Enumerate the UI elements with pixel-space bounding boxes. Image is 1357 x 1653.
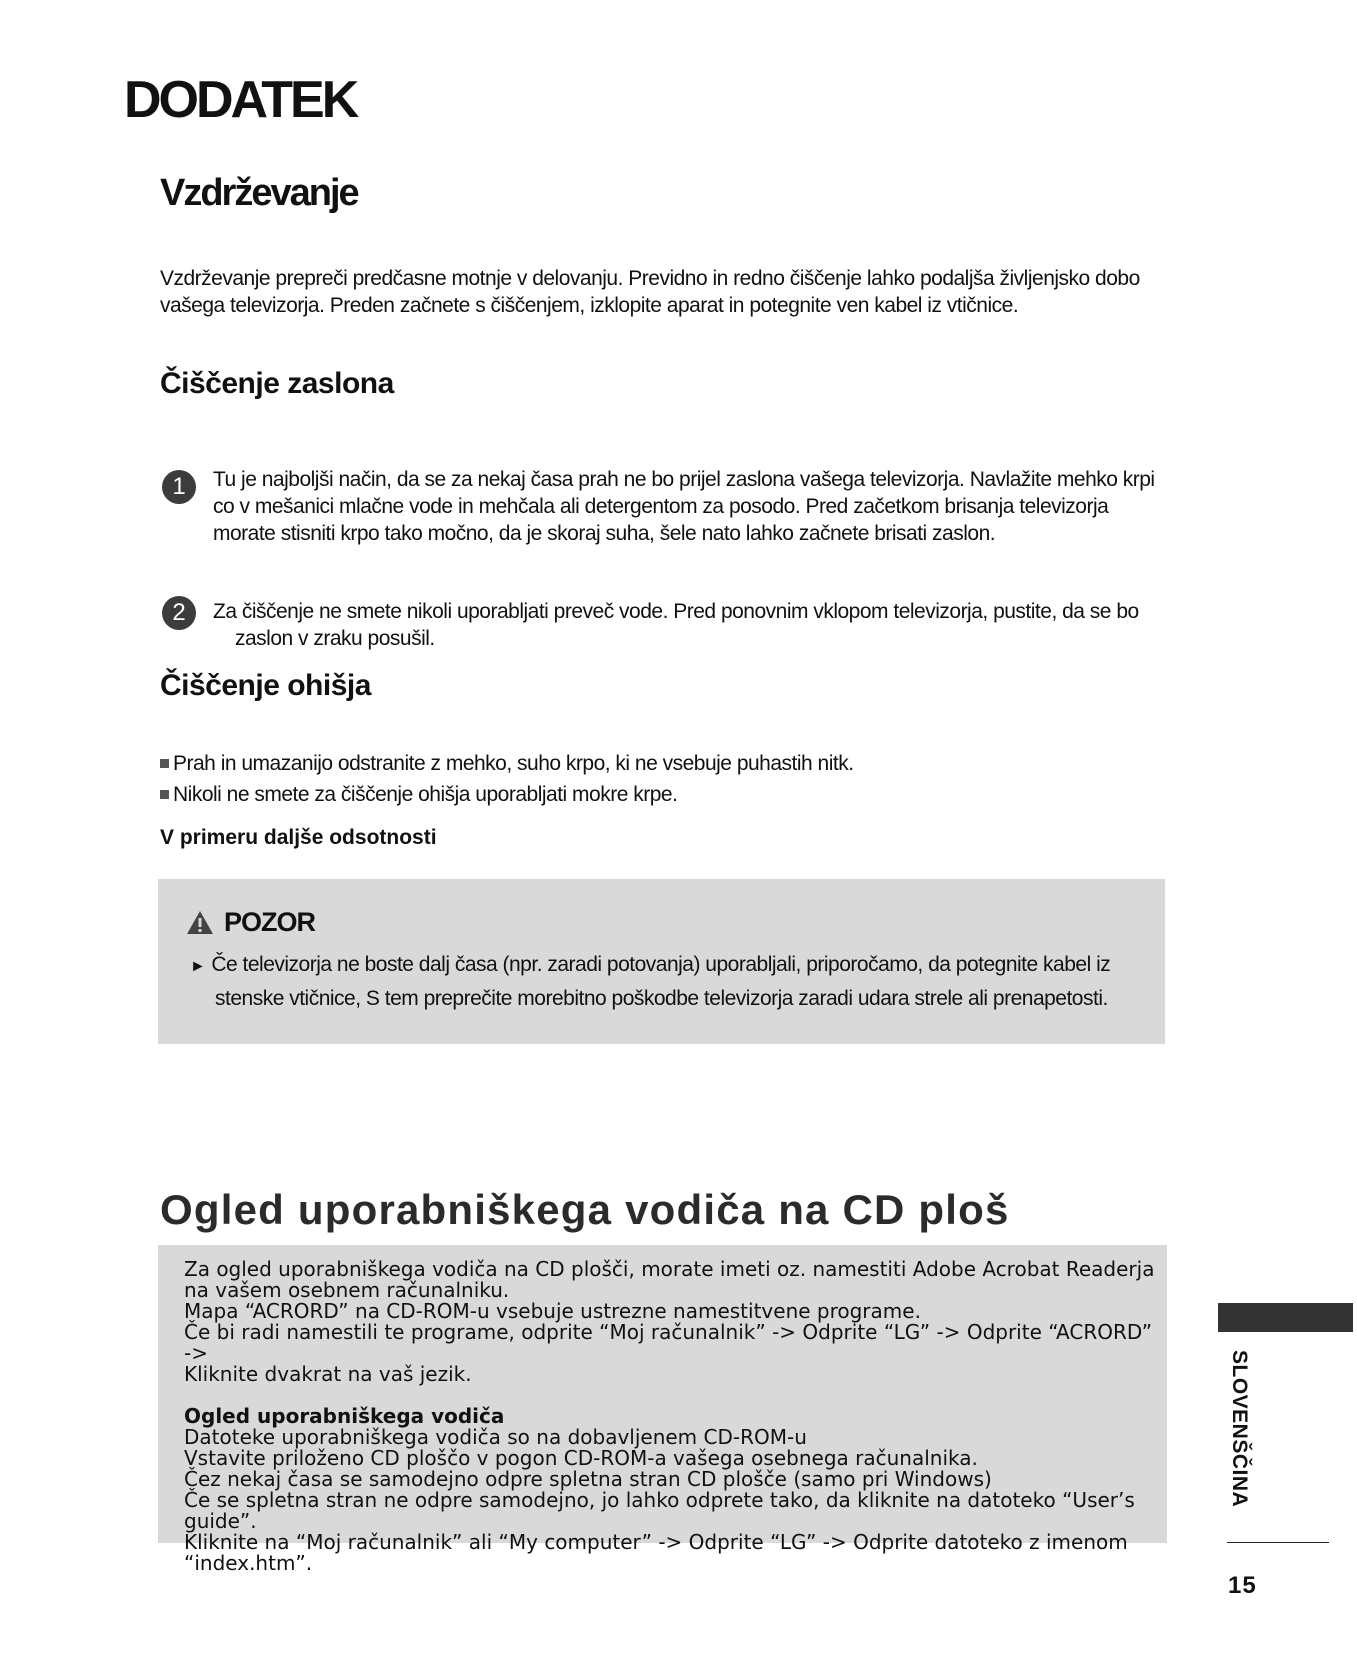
arrow-right-icon: ► [190,958,206,975]
screen-cleaning-heading: Čiščenje zaslona [160,367,394,400]
page-number: 15 [1228,1572,1257,1599]
caution-line-text: Če televizorja ne boste dalj časa (npr. zaradi potovanja) uporabljali, priporočamo, da potegnite kabel iz [211,953,1111,976]
step-number-badge: 1 [162,470,196,504]
cd-line: Kliknite na “Moj računalnik” ali “My computer” -> Odprite “LG” -> Odprite datoteko z imenom [184,1530,1128,1554]
caution-label: POZOR [224,907,316,937]
caution-box [158,879,1165,1044]
cd-line: na vašem osebnem računalniku. [184,1278,510,1302]
cd-line: “index.htm”. [184,1551,313,1575]
step-line: Tu je najboljši način, da se za nekaj časa prah ne bo prijel zaslona vašega televizorja. Navlažite mehko krpi [213,468,1155,491]
cd-guide-text [184,1259,1159,1574]
case-cleaning-list [160,748,854,810]
cd-guide-title: Ogled uporabniškega vodiča na CD ploš [160,1186,1010,1233]
caution-line: stenske vtičnice, S tem preprečite morebitno poškodbe televizorja zaradi udara strele ali prenapetosti. [215,987,1108,1010]
cd-line: Mapa “ACRORD” na CD-ROM-u vsebuje ustrezne namestitvene programe. [184,1299,921,1323]
list-item [160,748,854,779]
intro-line: Vzdrževanje prepreči predčasne motnje v delovanju. Previdno in redno čiščenje lahko podaljša življenjsko dobo [160,267,1140,290]
step-2-text [213,598,1173,652]
cd-line: Čez nekaj časa se samodejno odpre spletna stran CD plošče (samo pri Windows) [184,1467,992,1491]
list-item [160,779,854,810]
step-line: co v mešanici mlačne vode in mehčala ali detergentom za posodo. Pred začetkom brisanja televizorja [213,495,1109,518]
cd-line: Kliknite dvakrat na vaš jezik. [184,1362,472,1386]
square-bullet-icon [160,759,169,768]
absence-heading: V primeru daljše odsotnosti [160,826,437,849]
page-title: DODATEK [124,71,357,129]
language-label: SLOVENŠČINA [1228,1350,1251,1508]
step-line: zaslon v zraku posušil. [235,627,435,650]
section-title-maintenance: Vzdrževanje [160,172,358,214]
list-item-text: Nikoli ne smete za čiščenje ohišja uporabljati mokre krpe. [173,783,678,806]
square-bullet-icon [160,790,169,799]
caution-header [186,907,315,938]
cd-subheading: Ogled uporabniškega vodiča [184,1404,505,1428]
cd-line: Za ogled uporabniškega vodiča na CD plošči, morate imeti oz. namestiti Adobe Acrobat Readerja [184,1257,1155,1281]
step-line: morate stisniti krpo tako močno, da je skoraj suha, šele nato lahko začnete brisati zaslon. [213,522,996,545]
step-1-text [213,466,1173,547]
step-line: Za čiščenje ne smete nikoli uporabljati preveč vode. Pred ponovnim vklopom televizorja, pustite, da se bo [213,600,1139,623]
cd-line: Če se spletna stran ne odpre samodejno, jo lahko odprete tako, da kliknite na datoteko “User’s guide”. [184,1488,1135,1533]
cd-line: Če bi radi namestili te programe, odprite “Moj računalnik” -> Odprite “LG” -> Odprite “ACRORD” -> [184,1320,1153,1365]
list-item-text: Prah in umazanijo odstranite z mehko, suho krpo, ki ne vsebuje puhastih nitk. [173,752,854,775]
intro-line: vašega televizorja. Preden začnete s čiščenjem, izklopite aparat in potegnite ven kabel iz vtičnice. [160,294,1019,317]
intro-paragraph [160,265,1170,319]
cd-line: Vstavite priloženo CD ploščo v pogon CD-ROM-a vašega osebnega računalnika. [184,1446,978,1470]
page-number-rule [1227,1542,1329,1543]
cd-line: Datoteke uporabniškega vodiča so na dobavljenem CD-ROM-u [184,1425,807,1449]
cd-guide-box [158,1245,1167,1575]
step-number-badge: 2 [162,596,196,630]
case-cleaning-heading: Čiščenje ohišja [160,669,371,702]
caution-line [190,949,1140,983]
warning-icon [186,910,214,935]
caution-text [190,949,1140,1015]
language-tab-bar [1218,1303,1353,1332]
